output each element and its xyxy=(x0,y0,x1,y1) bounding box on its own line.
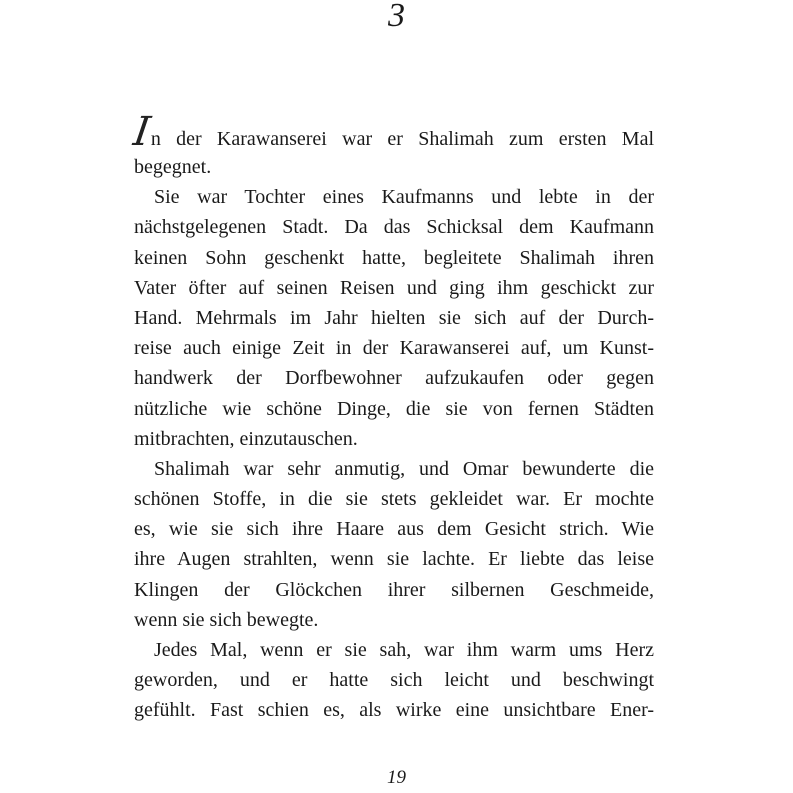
drop-cap: I xyxy=(130,109,154,155)
paragraph-line: nächstgelegenen Stadt. Da das Schicksal dem Kaufmann xyxy=(134,216,654,239)
paragraph-line: mitbrachten, einzutauschen. xyxy=(134,427,358,450)
paragraph-line: ihre Augen strahlten, wenn sie lachte. Er liebte das leise xyxy=(134,548,654,571)
paragraph-line: Vater öfter auf seinen Reisen und ging ihm geschickt zur xyxy=(134,276,654,299)
paragraph-line: handwerk der Dorfbewohner aufzukaufen oder gegen xyxy=(134,367,654,390)
body-text xyxy=(130,109,654,726)
paragraph-line: nützliche wie schöne Dinge, die sie von fernen Städten xyxy=(134,397,654,420)
paragraph-line: geworden, und er hatte sich leicht und beschwingt xyxy=(134,669,654,692)
paragraph-line: begegnet. xyxy=(134,156,212,178)
page-number: 19 xyxy=(387,767,406,788)
paragraph-line xyxy=(130,109,654,155)
paragraph-line: Hand. Mehrmals im Jahr hielten sie sich auf der Durch- xyxy=(134,306,654,329)
paragraph-line: wenn sie sich bewegte. xyxy=(134,608,319,631)
paragraph-line: schönen Stoffe, in die sie stets gekleidet war. Er mochte xyxy=(134,488,654,511)
paragraph-line: Klingen der Glöckchen ihrer silbernen Geschmeide, xyxy=(134,578,654,601)
paragraph-line: gefühlt. Fast schien es, als wirke eine unsichtbare Ener- xyxy=(134,699,654,722)
paragraph-line: Sie war Tochter eines Kaufmanns und lebte in der xyxy=(154,186,654,209)
paragraph-line: reise auch einige Zeit in der Karawanserei auf, um Kunst- xyxy=(134,337,654,360)
paragraph-line: es, wie sie sich ihre Haare aus dem Gesicht strich. Wie xyxy=(134,518,654,541)
paragraph-line: keinen Sohn geschenkt hatte, begleitete Shalimah ihren xyxy=(134,246,654,269)
paragraph-line: Jedes Mal, wenn er sie sah, war ihm warm ums Herz xyxy=(154,639,654,661)
paragraph-line: Shalimah war sehr anmutig, und Omar bewunderte die xyxy=(154,457,654,480)
chapter-number: 3 xyxy=(388,0,405,34)
paragraph-line-text: n der Karawanserei war er Shalimah zum ersten Mal xyxy=(150,128,654,150)
